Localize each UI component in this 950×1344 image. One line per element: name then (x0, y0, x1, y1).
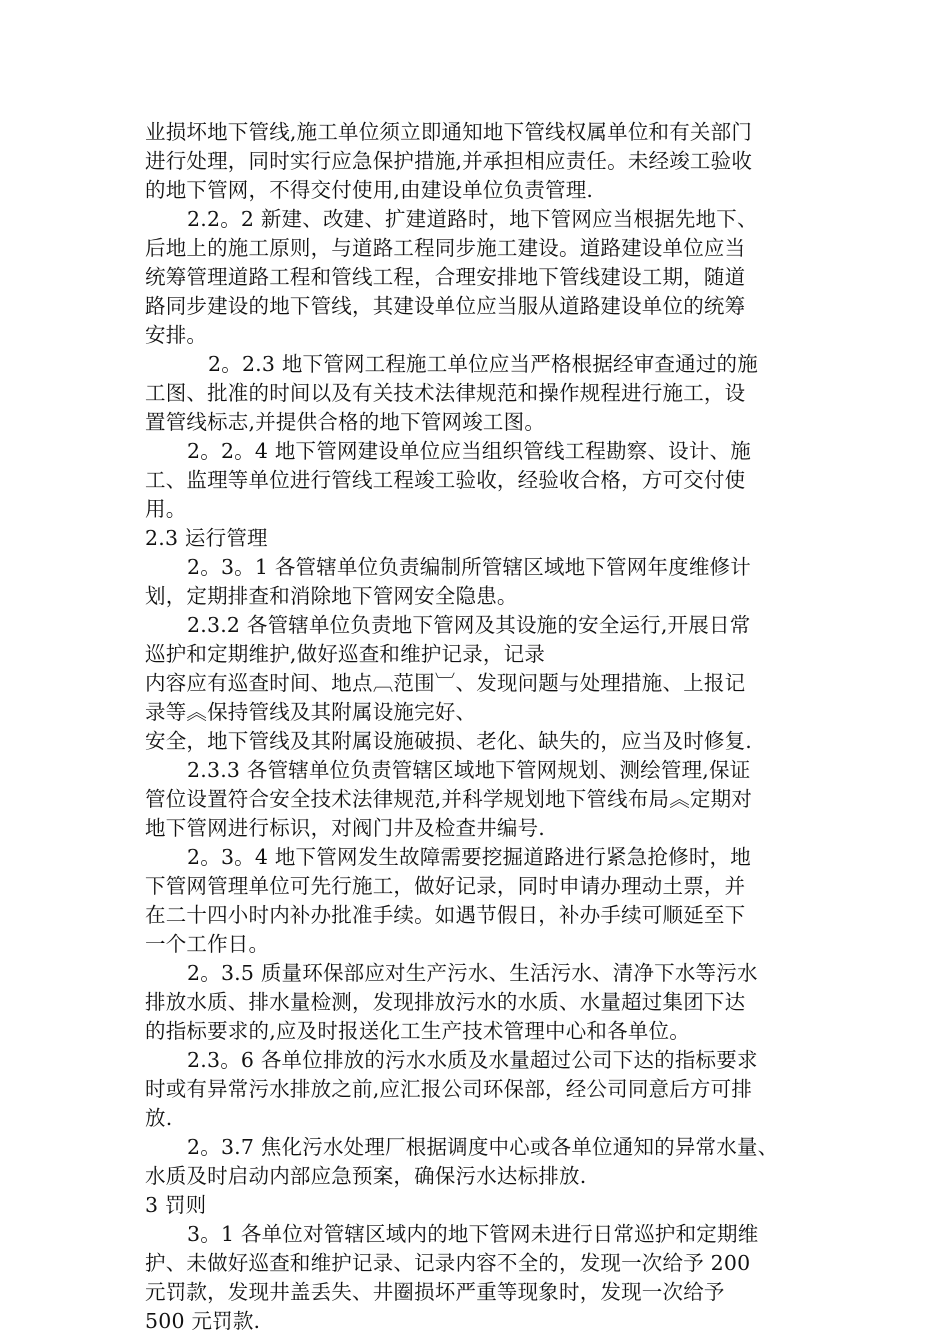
text-line: 3。1 各单位对管辖区域内的地下管网未进行日常巡护和定期维 (187, 1222, 759, 1246)
text-line: 用。 (145, 497, 187, 521)
text-line: 安全，地下管线及其附属设施破损、老化、缺失的，应当及时修复. (145, 729, 753, 753)
text-line: 的地下管网，不得交付使用,由建设单位负责管理. (145, 178, 594, 202)
section-heading: 2.3 运行管理 (145, 526, 268, 550)
text-line: 2。3.5 质量环保部应对生产污水、生活污水、清净下水等污水 (187, 961, 758, 985)
text-line: 划，定期排查和消除地下管网安全隐患。 (145, 584, 518, 608)
text-line: 2。3。4 地下管网发生故障需要挖掘道路进行紧急抢修时，地 (187, 845, 751, 869)
text-line: 安排。 (145, 323, 208, 347)
text-line: 的指标要求的,应及时报送化工生产技术管理中心和各单位。 (145, 1019, 690, 1043)
text-line: 工图、批准的时间以及有关技术法律规范和操作规程进行施工，设 (145, 381, 746, 405)
text-line: 业损坏地下管线,施工单位须立即通知地下管线权属单位和有关部门 (145, 120, 753, 144)
text-line: 一个工作日。 (145, 932, 270, 956)
text-line: 下管网管理单位可先行施工，做好记录，同时申请办理动土票，并 (145, 874, 746, 898)
text-line: 500 元罚款. (145, 1309, 261, 1333)
text-line: 元罚款，发现井盖丢失、井圈损坏严重等现象时，发现一次给予 (145, 1280, 725, 1304)
text-line: 统筹管理道路工程和管线工程，合理安排地下管线建设工期，随道 (145, 265, 746, 289)
text-line: 管位设置符合安全技术法律规范,并科学规划地下管线布局︽定期对 (145, 787, 753, 811)
text-line: 2。3。1 各管辖单位负责编制所管辖区域地下管网年度维修计 (187, 555, 751, 579)
text-line: 放. (145, 1106, 173, 1130)
text-line: 2。2。4 地下管网建设单位应当组织管线工程勘察、设计、施 (187, 439, 751, 463)
text-line: 在二十四小时内补办批准手续。如遇节假日，补办手续可顺延至下 (145, 903, 746, 927)
text-line: 2.2。2 新建、改建、扩建道路时，地下管网应当根据先地下、 (187, 207, 758, 231)
text-line: 置管线标志,并提供合格的地下管网竣工图。 (145, 410, 546, 434)
text-line: 地下管网进行标识，对阀门井及检查井编号. (145, 816, 546, 840)
text-line: 2.3.2 各管辖单位负责地下管网及其设施的安全运行,开展日常 (187, 613, 751, 637)
text-line: 排放水质、排水量检测，发现排放污水的水质、水量超过集团下达 (145, 990, 746, 1014)
text-line: 路同步建设的地下管线，其建设单位应当服从道路建设单位的统筹 (145, 294, 746, 318)
text-line: 录等︽保持管线及其附属设施完好、 (145, 700, 477, 724)
text-line: 进行处理，同时实行应急保护措施,并承担相应责任。未经竣工验收 (145, 149, 753, 173)
text-line: 2.3.3 各管辖单位负责管辖区域地下管网规划、测绘管理,保证 (187, 758, 751, 782)
text-line: 护、未做好巡查和维护记录、记录内容不全的，发现一次给予 200 (145, 1251, 751, 1275)
text-line: 巡护和定期维护,做好巡查和维护记录，记录 (145, 642, 546, 666)
text-line: 时或有异常污水排放之前,应汇报公司环保部，经公司同意后方可排 (145, 1077, 753, 1101)
text-line: 内容应有巡查时间、地点︹范围︺、发现问题与处理措施、上报记 (145, 671, 746, 695)
text-line: 2。3.7 焦化污水处理厂根据调度中心或各单位通知的异常水量、 (187, 1135, 779, 1159)
text-line: 2.3。6 各单位排放的污水水质及水量超过公司下达的指标要求 (187, 1048, 758, 1072)
text-line: 水质及时启动内部应急预案，确保污水达标排放. (145, 1164, 587, 1188)
text-line: 工、监理等单位进行管线工程竣工验收，经验收合格，方可交付使 (145, 468, 746, 492)
text-line: 后地上的施工原则，与道路工程同步施工建设。道路建设单位应当 (145, 236, 746, 260)
text-line: 2。2.3 地下管网工程施工单位应当严格根据经审查通过的施 (208, 352, 758, 376)
section-heading: 3 罚则 (145, 1193, 207, 1217)
